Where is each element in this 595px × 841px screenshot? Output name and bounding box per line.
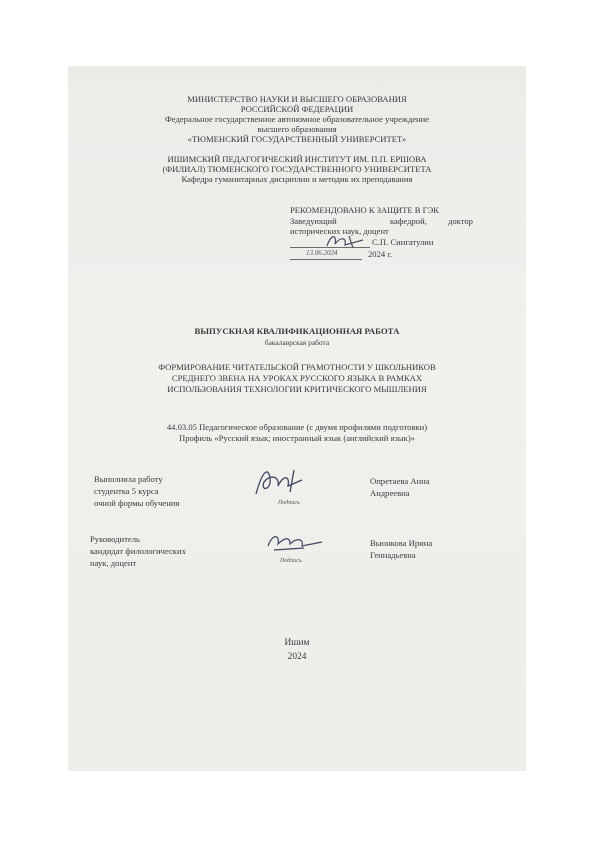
document-page: [68, 66, 526, 771]
work-type: ВЫПУСКНАЯ КВАЛИФИКАЦИОННАЯ РАБОТА: [194, 326, 400, 336]
approval-title: РЕКОМЕНДОВАНО К ЗАЩИТЕ В ГЭК: [290, 205, 440, 215]
approval-signer: С.П. Сингатулин: [372, 237, 434, 247]
org-line-1: Федеральное государственное автономное образовательное учреждение: [164, 114, 430, 124]
work-subtype: бакалаврская работа: [264, 338, 330, 347]
approval-line-1-right: доктор: [448, 216, 473, 226]
author-signature: [250, 464, 308, 500]
author-signature-label: Подпись: [278, 500, 300, 506]
supervisor-role-3: наук, доцент: [90, 558, 137, 568]
approval-date-line: [290, 259, 362, 260]
approval-line-1-mid: кафедрой,: [390, 216, 427, 226]
author-role-1: Выполнила работу: [94, 474, 163, 484]
institute-line-1: ИШИМСКИЙ ПЕДАГОГИЧЕСКИЙ ИНСТИТУТ ИМ. П.П. ЕРШОВА: [167, 154, 427, 164]
department-line: Кафедра гуманитарных дисциплин и методик их преподавания: [181, 174, 413, 184]
footer-year: 2024: [287, 652, 307, 662]
supervisor-signature: [264, 530, 326, 558]
approval-line-1-left: Заведующий: [290, 216, 337, 226]
ministry-line-1: МИНИСТЕРСТВО НАУКИ И ВЫСШЕГО ОБРАЗОВАНИЯ: [187, 94, 407, 104]
footer-city: Ишим: [284, 638, 310, 648]
org-line-2: высшего образования: [257, 124, 337, 134]
supervisor-signature-label: Подпись: [280, 558, 302, 564]
supervisor-role-1: Руководитель: [90, 534, 140, 544]
ministry-line-2: РОССИЙСКОЙ ФЕДЕРАЦИИ: [240, 104, 354, 114]
program-line-2: Профиль «Русский язык; иностранный язык (английский язык)»: [179, 433, 415, 443]
approval-year: 2024 г.: [368, 249, 393, 259]
supervisor-name-1: Вьюнкова Ирина: [370, 538, 433, 548]
author-name-1: Опретаева Анна: [370, 476, 430, 486]
author-role-2: студентка 5 курса: [94, 486, 159, 496]
work-title-line-3: ИСПОЛЬЗОВАНИЯ ТЕХНОЛОГИИ КРИТИЧЕСКОГО МЫШЛЕНИЯ: [167, 384, 427, 394]
approval-line-2: исторических наук, доцент: [290, 226, 389, 236]
approval-date-handwritten: 13.06.2024: [306, 249, 338, 257]
work-title-line-1: ФОРМИРОВАНИЕ ЧИТАТЕЛЬСКОЙ ГРАМОТНОСТИ У ШКОЛЬНИКОВ: [158, 362, 436, 372]
institute-line-2: (ФИЛИАЛ) ТЮМЕНСКОГО ГОСУДАРСТВЕННОГО УНИВЕРСИТЕТА: [162, 164, 432, 174]
supervisor-name-2: Геннадьевна: [370, 550, 416, 560]
work-title-line-2: СРЕДНЕГО ЗВЕНА НА УРОКАХ РУССКОГО ЯЗЫКА В РАМКАХ: [171, 373, 423, 383]
org-line-3: «ТЮМЕНСКИЙ ГОСУДАРСТВЕННЫЙ УНИВЕРСИТЕТ»: [187, 134, 407, 144]
supervisor-role-2: кандидат филологических: [90, 546, 186, 556]
author-name-2: Андреевна: [370, 488, 410, 498]
author-role-3: очной формы обучения: [94, 498, 180, 508]
program-line-1: 44.03.05 Педагогическое образование (с двумя профилями подготовки): [166, 422, 428, 432]
